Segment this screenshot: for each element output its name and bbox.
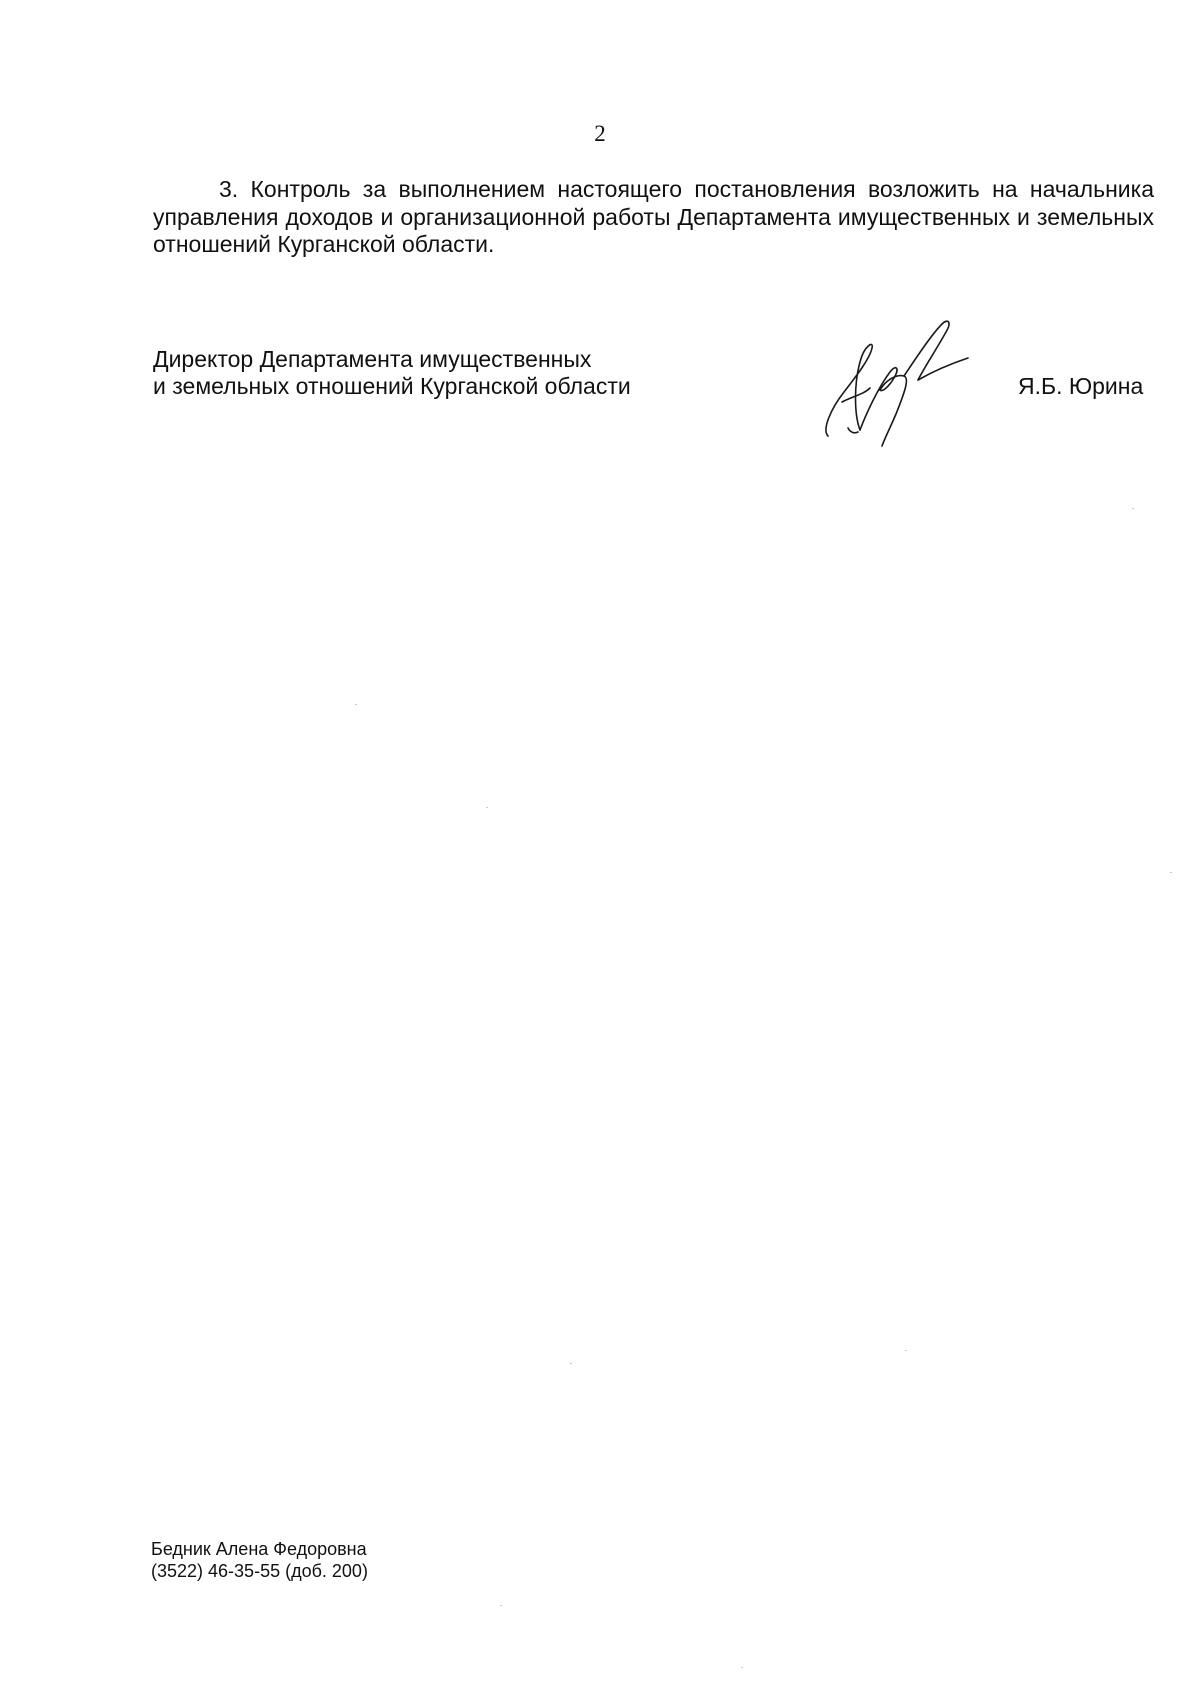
scan-speck — [355, 704, 357, 705]
scan-speck — [500, 1605, 502, 1606]
scan-speck — [486, 807, 488, 808]
signatory-position-line-2: и земельных отношений Курганской области — [153, 373, 631, 399]
signatory-position-line-1: Директор Департамента имущественных — [153, 346, 592, 372]
page-number: 2 — [594, 121, 606, 146]
scan-speck — [1170, 872, 1172, 873]
scan-speck — [905, 1350, 907, 1351]
executor-phone: (3522) 46-35-55 (доб. 200) — [151, 1561, 368, 1581]
signatory-position — [153, 346, 713, 400]
executor-contact — [151, 1538, 368, 1582]
signer-name: Я.Б. Юрина — [1018, 373, 1144, 399]
scan-speck — [741, 1667, 743, 1668]
scan-speck — [570, 1363, 572, 1364]
body-paragraph: 3. Контроль за выполнением настоящего постановления возложить на начальника управления доходов и организационной работы Департамента имущественных и земельных отношений Курганской области. — [153, 176, 1154, 257]
handwritten-signature — [820, 318, 980, 448]
executor-name: Бедник Алена Федоровна — [151, 1539, 367, 1559]
scan-speck — [1132, 508, 1134, 509]
